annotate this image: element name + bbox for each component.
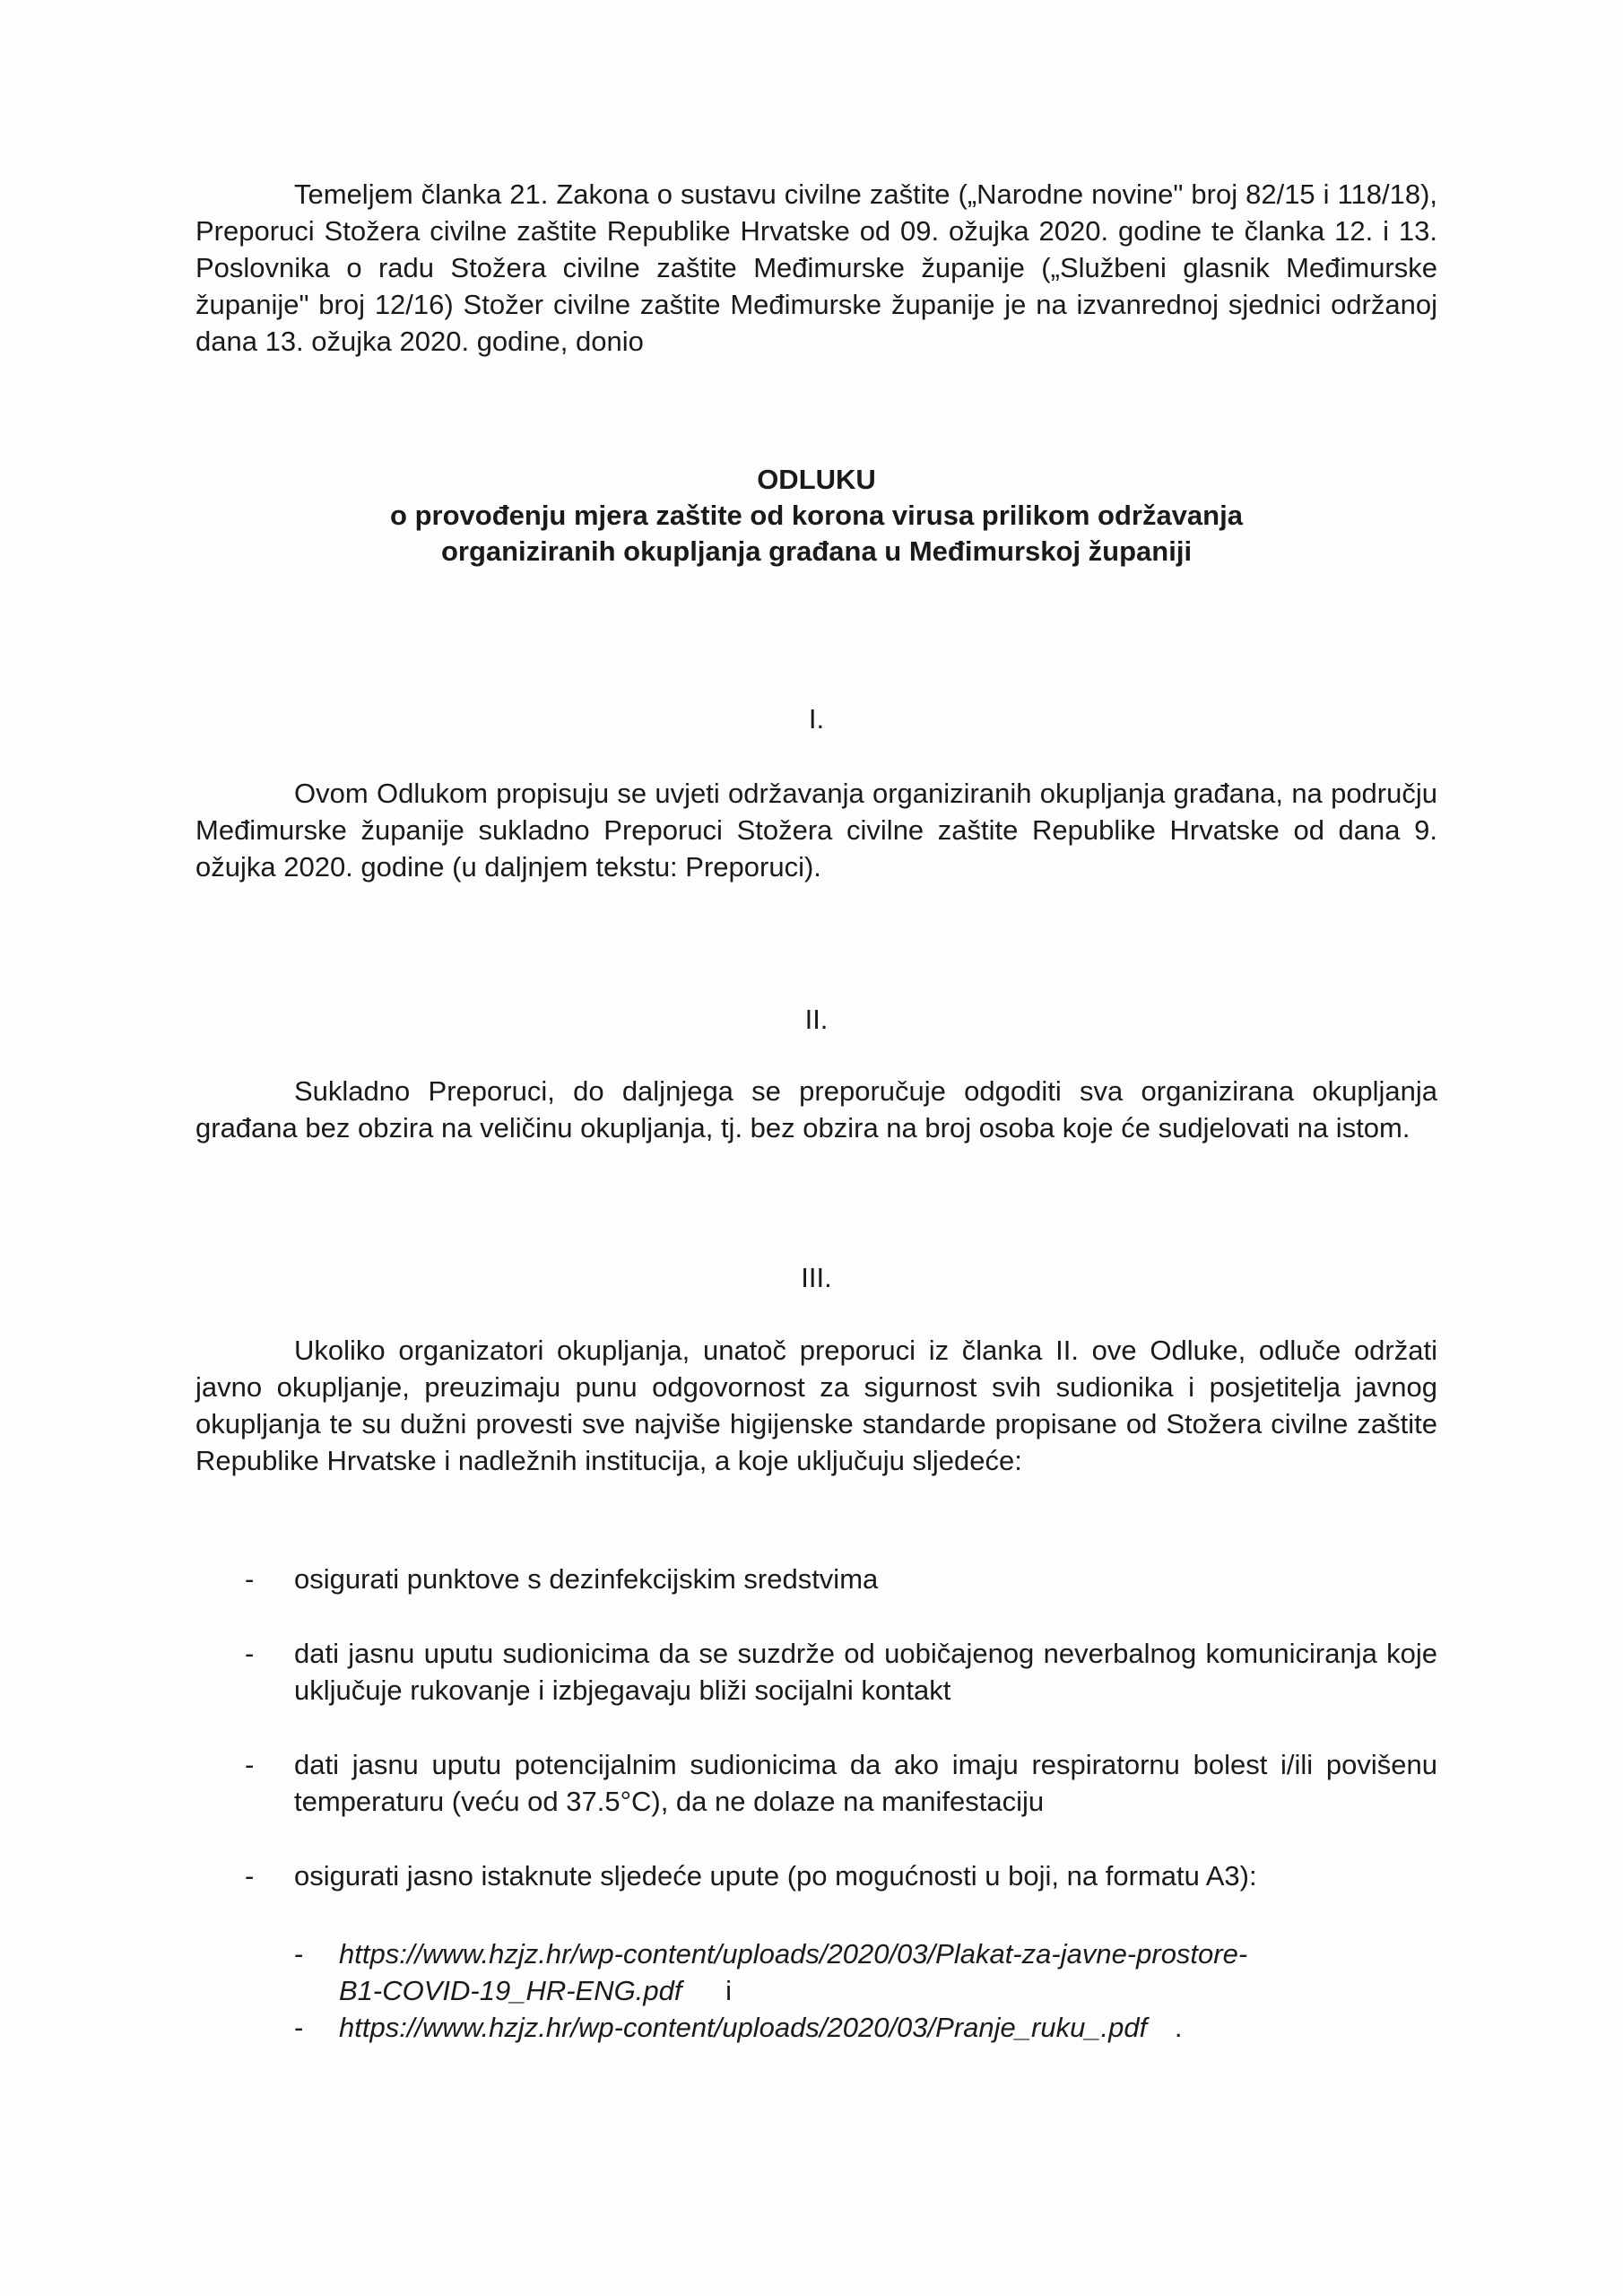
list-item xyxy=(195,1561,1437,1597)
decision-title: ODLUKU xyxy=(757,464,876,495)
article-1 xyxy=(195,775,1437,885)
list-item-text: osigurati jasno istaknute sljedeće upute (po mogućnosti u boji, na formatu A3): xyxy=(294,1860,1257,1892)
article-3 xyxy=(195,1332,1437,1479)
list-item xyxy=(195,1635,1437,1709)
decision-subtitle-line1: o provođenju mjera zaštite od korona virusa prilikom održavanja xyxy=(390,500,1243,531)
decision-subtitle-line2: organiziranih okupljanja građana u Međimurskoj županiji xyxy=(440,535,1193,567)
list-item xyxy=(195,1746,1437,1820)
link-url-line1[interactable]: https://www.hzjz.hr/wp-content/uploads/2020/03/Plakat-za-javne-prostore- xyxy=(339,1938,1248,1970)
list-item-text: dati jasnu uputu sudionicima da se suzdrže od uobičajenog neverbalnog komuniciranja koje uključuje rukovanje i izbjegavaju bliži socijalni kontakt xyxy=(294,1638,1437,1706)
article-1-text: Ovom Odlukom propisuju se uvjeti održavanja organiziranih okupljanja građana, na području Međimurske županije sukladno Preporuci Stožera civilne zaštite Republike Hrvatske od dana 9. ožujka 2020. godine (u daljnjem tekstu: Preporuci). xyxy=(195,778,1437,883)
article-number-3: III. xyxy=(801,1262,832,1293)
decision-heading xyxy=(195,462,1437,570)
article-number-1: I. xyxy=(808,703,825,735)
link-url[interactable]: https://www.hzjz.hr/wp-content/uploads/2020/03/Pranje_ruku_.pdf xyxy=(339,2012,1148,2043)
article-number-2: II. xyxy=(804,1004,829,1035)
list-item-text: dati jasnu uputu potencijalnim sudionicima da ako imaju respiratornu bolest i/ili povišenu temperaturu (veću od 37.5°C), da ne dolaze na manifestaciju xyxy=(294,1749,1437,1817)
list-dash: - xyxy=(245,1563,255,1595)
intro-paragraph: Temeljem članka 21. Zakona o sustavu civilne zaštite („Narodne novine" broj 82/15 i 118/18), Preporuci Stožera civilne zaštite Republike Hrvatske od 09. ožujka 2020. godine te članka 12. i 13. Poslovnika o radu Stožera civilne zaštite Međimurske županije („Službeni glasnik Međimurske županije" broj 12/16) Stožer civilne zaštite Međimurske županije je na izvanrednoj sjednici održanoj dana 13. ožujka 2020. godine, donio xyxy=(195,178,1437,357)
list-item xyxy=(195,1857,1437,1894)
list-dash: - xyxy=(294,1938,304,1970)
list-dash: - xyxy=(245,1749,255,1780)
article-2 xyxy=(195,1073,1437,1146)
list-dash: - xyxy=(294,2012,304,2043)
list-dash: - xyxy=(245,1638,255,1669)
link-separator: i xyxy=(725,1975,732,2006)
links-list xyxy=(195,1935,1437,2046)
article-3-text: Ukoliko organizatori okupljanja, unatoč preporuci iz članka II. ove Odluke, odluče održati javno okupljanje, preuzimaju punu odgovornost za sigurnost svih sudionika i posjetitelja javnog okupljanja te su dužni provesti sve najviše higijenske standarde propisane od Stožera civilne zaštite Republike Hrvatske i nadležnih institucija, a koje uključuju sljedeće: xyxy=(195,1335,1437,1476)
intro-section xyxy=(195,176,1437,360)
link-url-line2[interactable]: B1-COVID-19_HR-ENG.pdf xyxy=(339,1975,682,2006)
list-item-text: osigurati punktove s dezinfekcijskim sredstvima xyxy=(294,1563,879,1595)
article-2-text: Sukladno Preporuci, do daljnjega se preporučuje odgoditi sva organizirana okupljanja građana bez obzira na veličinu okupljanja, tj. bez obzira na broj osoba koje će sudjelovati na istom. xyxy=(195,1075,1437,1144)
link-item xyxy=(195,2009,1437,2046)
link-separator: . xyxy=(1174,2012,1183,2043)
measures-list xyxy=(195,1561,1437,1932)
list-dash: - xyxy=(245,1860,255,1892)
link-item xyxy=(195,1935,1437,2009)
